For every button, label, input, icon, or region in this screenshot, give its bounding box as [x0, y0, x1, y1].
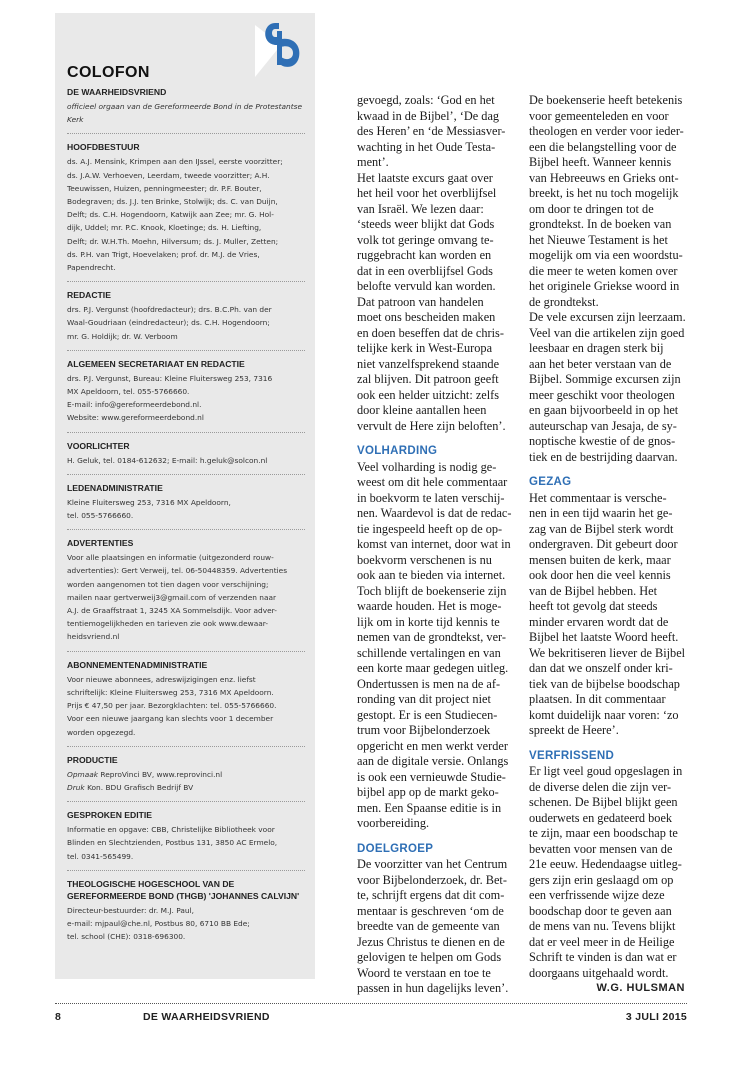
article-text-line: van de Bijbel hebben. Het — [529, 583, 658, 598]
article-text-line: gelovigen te helpen om Gods — [357, 950, 502, 964]
colofon-text-line: drs. P.J. Vergunst (hoofdredacteur); drs. B.C.Ph. van der — [67, 305, 272, 315]
colofon-credit-value: ReproVinci BV, www.reprovinci.nl — [100, 769, 223, 779]
colofon-section — [67, 529, 305, 646]
article-text-line: voorbereiding. — [357, 816, 430, 830]
article-text-line: het originele Griekse woord in — [529, 279, 680, 293]
article-text-line: breekt, is het nu toch mogelijk — [529, 186, 679, 200]
colofon-section-heading: GESPROKEN EDITIE — [67, 810, 152, 821]
article-text-line: Jezus Christus te dienen en de — [357, 934, 505, 949]
article-paragraph — [529, 93, 687, 310]
colofon-text-line: worden opgezegd. — [67, 727, 136, 737]
article-text-line: belofte vervuld kan worden. — [357, 279, 496, 293]
article-text-line: ook een helder uitzicht: zelfs — [357, 387, 500, 402]
article-paragraph — [357, 857, 515, 997]
article-text-line: weest om dit hele commentaar — [357, 475, 508, 489]
colofon-text-line: E-mail: info@gereformeerdebond.nl. — [67, 400, 202, 410]
article-text-line: mensen buiten de kerk, maar — [529, 552, 671, 567]
article-text-line: boodschap door te geven aan — [529, 903, 672, 918]
colofon-credit-label: Opmaak — [67, 769, 99, 779]
article-paragraph — [529, 491, 687, 739]
colofon-text-line: tel. school (CHE): 0318-696300. — [67, 932, 186, 942]
article-text-line: plaatsen. In dit commentaar — [529, 692, 666, 706]
article-text-line: Veel volharding is nodig ge- — [357, 459, 497, 474]
article-text-line: mogelijk om via een woordstu- — [529, 248, 683, 262]
colofon-section-heading: THEOLOGISCHE HOGESCHOOL VAN DE GEREFORMEERDE BOND (THGB) 'JOHANNES CALVIJN' — [67, 878, 300, 901]
footer-divider — [55, 1003, 687, 1004]
colofon-section — [67, 350, 305, 428]
colofon-credit-row — [67, 781, 305, 794]
article-text-line: nen. Waardevol is dat de redac- — [357, 506, 512, 520]
colofon-text-line: H. Geluk, tel. 0184-612632; E-mail: h.geluk@solcon.nl — [67, 455, 268, 465]
colofon-text-line: heidsvriend.nl — [67, 632, 120, 642]
colofon-section-text — [67, 372, 305, 425]
article-text-line: theologen en verder voor ieder- — [529, 124, 684, 138]
colofon-text-line: Bodegraven; ds. J.J. ten Brinke, Stolwijk; ds. C. van Duijn, — [67, 197, 278, 207]
article-text-line: bijbel app op de markt geko- — [357, 785, 499, 799]
article-text-line: tie ingespeeld heeft op de op- — [357, 521, 503, 536]
article-paragraph — [529, 310, 687, 465]
article-text-line: Toch blijft de boekenserie zijn — [357, 583, 507, 598]
section-heading: GEZAG — [529, 476, 572, 488]
colofon-section — [67, 651, 305, 742]
colofon-text-line: Kleine Fluitersweg 253, 7316 MX Apeldoorn, — [67, 497, 231, 507]
article-text-line: van Israël. We lezen daar: — [357, 201, 484, 216]
article-text-line: aan het beter verstaan van de — [529, 356, 672, 371]
article-text-line: Schrift te vinden is dan wat er — [529, 950, 677, 964]
colofon-text-line: Prijs € 47,50 per jaar. Bezorgklachten: tel. 055-5766660. — [67, 701, 277, 711]
colofon-text-line: Delft; ds. C.H. Hogendoorn, Katwijk aan Zee; mr. G. Hol- — [67, 210, 274, 220]
article-text-line: door kleine aantallen heen — [357, 403, 487, 417]
article-text-line: leesbaar en dragen sterk bij — [529, 341, 664, 355]
article-paragraph — [357, 460, 515, 832]
colofon-credit-row — [67, 768, 305, 781]
author-name: W.G. HULSMAN — [596, 982, 685, 994]
colofon-text-line: mr. G. Holdijk; dr. W. Verboom — [67, 331, 178, 341]
colofon-text-line: A.J. de Graaffstraat 1, 3245 XA Sommelsdijk. Voor adver- — [67, 606, 277, 616]
article-text-line: boekvorm verschenen is nu — [357, 552, 492, 567]
colofon-text-line: Voor nieuwe abonnees, adreswijzigingen enz. liefst — [67, 674, 256, 684]
article-text-line: ondergraven. Dit gebeurt door — [529, 537, 678, 551]
article-text-line: komst van internet, door wat in — [357, 537, 511, 551]
colofon-text-line: tentiemogelijkheden en tarieven zie ook www.dewaar- — [67, 619, 269, 629]
colofon-credit-value: Kon. BDU Grafisch Bedrijf BV — [87, 782, 194, 792]
article-text-line: en doen beseffen dat de chris- — [357, 325, 504, 340]
article-text-line: dat in een overblijfsel Gods — [357, 263, 493, 278]
article-text-line: breedte van de gemeente van — [357, 919, 500, 933]
article-text-line: men. Een Spaanse editie is in — [357, 800, 502, 815]
colofon-text-line: ds. J.A.W. Verhoeven, Leerdam, tweede voorzitter; A.H. — [67, 170, 270, 180]
article-text-line: Veel van die artikelen zijn goed — [529, 325, 685, 340]
colofon-text-line: Papendrecht. — [67, 263, 116, 273]
page-number: 8 — [55, 1011, 62, 1023]
colofon-section-text — [67, 768, 305, 794]
article-text-line: de grondtekst. — [529, 294, 599, 309]
colofon-credit-label: Druk — [67, 782, 85, 792]
colofon-text-line: tel. 0341-565499. — [67, 851, 134, 861]
colofon-text-line: Directeur-bestuurder: dr. M.J. Paul, — [67, 905, 194, 915]
article-text-line: ment’. — [357, 155, 389, 169]
colofon-section-text — [67, 904, 305, 944]
colofon-section-heading: VOORLICHTER — [67, 440, 130, 451]
colofon-section-heading: REDACTIE — [67, 290, 111, 301]
colofon-section-text — [67, 100, 305, 126]
article-text-line: ook aan te bieden via internet. — [357, 568, 506, 582]
article-paragraph — [529, 764, 687, 981]
colofon-text-line: Teeuwissen, Huizen, penningmeester; dr. P.F. Bouter, — [67, 183, 262, 193]
article-text-line: die meer te weten komen over — [529, 263, 678, 278]
colofon-text-line: e-mail: mjpaul@che.nl, Postbus 80, 6710 BB Ede; — [67, 918, 250, 928]
colofon-sidebar — [55, 13, 315, 979]
article-text-line: een verfrissende wijze deze — [529, 888, 665, 902]
article-text-line: telijke kerk in West-Europa — [357, 341, 493, 355]
colofon-text-line: mailen naar gertverweij3@gmail.com of verzenden naar — [67, 592, 277, 602]
colofon-text-line: officieel orgaan van de Gereformeerde Bond in de Protestantse — [67, 102, 303, 111]
article-text-line: spreekt de Heere’. — [529, 723, 619, 737]
colofon-text-line: MX Apeldoorn, tel. 055-5766660. — [67, 387, 190, 397]
article-text-line: wachting in het Oude Testa- — [357, 139, 496, 154]
colofon-text-line: advertenties): Gert Verweij, tel. 06-50448359. Advertenties — [67, 566, 288, 576]
article-text-line: kwaad in de Bijbel’, ‘De dag — [357, 108, 500, 123]
article-text-line: nemen van de grondtekst, ver- — [357, 630, 506, 644]
colofon-text-line: Kerk — [67, 115, 84, 125]
article-text-line: zal blijven. Dit patroon geeft — [357, 372, 499, 386]
colofon-text-line: dijk, Uddel; mr. P.C. Knook, Kloetinge; ds. H. Liefting, — [67, 223, 262, 233]
article-text-line: vervult de Here zijn beloften’. — [357, 418, 506, 433]
article-text-line: des Heren’ en ‘de Messiasver- — [357, 124, 506, 138]
article-text-line: lijk om in korte tijd kennis te — [357, 614, 500, 629]
colofon-body — [67, 86, 305, 946]
article-text-line: Dat patroon van handelen — [357, 294, 484, 309]
colofon-section — [67, 801, 305, 866]
article-text-line: gers zijn erin geslaagd om op — [529, 872, 674, 887]
colofon-section-heading: LEDENADMINISTRATIE — [67, 482, 163, 493]
article-text-line: Bijbel het laatste Woord heeft. — [529, 630, 679, 644]
footer-date: 3 JULI 2015 — [625, 1011, 687, 1023]
article-column-2 — [529, 93, 687, 997]
colofon-section-heading: ALGEMEEN SECRETARIAAT EN REDACTIE — [67, 358, 245, 369]
article-text-line: een korte maar gedegen uitleg. — [357, 661, 509, 675]
article-text-line: om door te dringen tot de — [529, 201, 654, 216]
article-text-line: Bijbel heeft. Wanneer kennis — [529, 155, 672, 169]
section-heading: VOLHARDING — [357, 445, 438, 457]
colofon-section-heading: ABONNEMENTENADMINISTRATIE — [67, 659, 208, 670]
article-text-line: auteurschap van Jesaja, de sy- — [529, 418, 677, 433]
colofon-section-heading: ADVERTENTIES — [67, 538, 134, 549]
article-text-line: voor gemeenteleden en voor — [529, 108, 669, 123]
article-text-line: Woord te verstaan en toe te — [357, 965, 491, 980]
article-text-line: schenen. De Bijbel blijkt geen — [529, 795, 678, 809]
article-text-line: tiek en de bestrijding daarvan. — [529, 449, 678, 464]
article-text-line: aan de digitale versie. Onlangs — [357, 754, 509, 768]
article-text-line: een die belangstelling voor de — [529, 139, 677, 154]
article-text-line: gevoegd, zoals: ‘God en het — [357, 93, 495, 107]
article-text-line: het heil voor het overblijfsel — [357, 186, 497, 200]
article-text-line: grondtekst. In de boeken van — [529, 217, 672, 231]
article-text-line: te zijn, maar een boodschap te — [529, 826, 678, 840]
section-heading: DOELGROEP — [357, 842, 434, 855]
colofon-section — [67, 86, 305, 129]
section-heading: VERFRISSEND — [529, 749, 615, 762]
colofon-section-text — [67, 673, 305, 739]
article-text-line: bevatten voor mensen van de — [529, 841, 673, 856]
colofon-section-heading: DE WAARHEIDSVRIEND — [67, 87, 167, 97]
colofon-title: COLOFON — [67, 64, 150, 81]
article-text-line: Het commentaar is versche- — [529, 490, 667, 505]
article-text-line: heeft tot gevolg dat steeds — [529, 599, 658, 613]
article-text-line: nen in een tijd waarin het ge- — [529, 506, 673, 520]
article-text-line: gestopt. Er is een Studiecen- — [357, 707, 498, 722]
article-text-line: is ook een vernieuwde Studie- — [357, 769, 506, 784]
article-text-line: de mens van nu. Tevens blijkt — [529, 919, 676, 933]
colofon-text-line: tel. 055-5766660. — [67, 511, 134, 521]
article-text-line: en gaan bijvoorbeeld in op het — [529, 403, 679, 417]
footer-magazine-name: DE WAARHEIDSVRIEND — [143, 1011, 270, 1023]
article-text-line: de diverse delen die zijn ver- — [529, 779, 672, 794]
article-text-line: ronding van dit project niet — [357, 692, 491, 706]
article-text-line: 21e eeuw. Hedendaagse uitleg- — [529, 857, 682, 871]
colofon-text-line: schriftelijk: Kleine Fluitersweg 253, 7316 MX Apeldoorn. — [67, 687, 274, 697]
colofon-text-line: Voor een nieuwe jaargang kan slechts voor 1 december — [67, 714, 274, 724]
article-paragraph — [357, 171, 515, 435]
article-text-line: minder ervaren wordt dat de — [529, 614, 669, 629]
colofon-section-text — [67, 496, 305, 522]
article-text-line: Het laatste excurs gaat over — [357, 170, 493, 185]
article-text-line: van Hebreeuws en Grieks ont- — [529, 170, 679, 185]
article-text-line: Bijbel. Sommige excursen zijn — [529, 372, 681, 386]
colofon-text-line: Delft; dr. W.H.Th. Moehn, Hilversum; ds. J. Muller, Zetten; — [67, 236, 279, 246]
article-text-line: tiek van de bijbelse boodschap — [529, 676, 680, 691]
colofon-section — [67, 281, 305, 346]
article-text-line: mentaar is geschreven ‘om de — [357, 903, 504, 918]
colofon-text-line: ds. P.H. van Trigt, Hoevelaken; prof. dr. M.J. de Vries, — [67, 249, 260, 259]
article-text-line: te, schrijft ergens dat dit com- — [357, 888, 505, 902]
colofon-text-line: Informatie en opgave: CBB, Christelijke Bibliotheek voor — [67, 825, 275, 835]
article-text-line: dat er veel meer in de Heilige — [529, 934, 675, 949]
colofon-text-line: drs. P.J. Vergunst, Bureau: Kleine Fluitersweg 253, 7316 — [67, 373, 273, 383]
colofon-text-line: Waal-Goudriaan (eindredacteur); ds. C.H. Hogendoorn; — [67, 318, 270, 328]
colofon-section — [67, 474, 305, 525]
colofon-section-text — [67, 454, 305, 467]
article-text-line: We bekritiseren liever de Bijbel — [529, 645, 686, 660]
colofon-section — [67, 432, 305, 470]
colofon-section-text — [67, 155, 305, 274]
article-text-line: voor Bijbelonderzoek, dr. Bet- — [357, 872, 507, 887]
article-text-line: moet ons bescheiden maken — [357, 310, 496, 324]
colofon-section — [67, 746, 305, 797]
article-text-line: meer geschikt voor theologen — [529, 387, 675, 402]
article-text-line: De vele excursen zijn leerzaam. — [529, 310, 686, 324]
colofon-section-text — [67, 303, 305, 343]
article-text-line: zag van de Bijbel sterk wordt — [529, 521, 674, 536]
article-text-line: ruggebracht kan worden en — [357, 248, 492, 262]
article-text-line: passen in hun dagelijks leven’. — [357, 981, 509, 995]
gereformeerde-bond-logo-icon — [255, 17, 307, 97]
article-text-line: het Nieuwe Testament is het — [529, 232, 668, 247]
article-text-line: De boekenserie heeft betekenis — [529, 93, 683, 107]
article-text-line: in boekvorm te laten verschij- — [357, 490, 505, 505]
colofon-section-heading: HOOFDBESTUUR — [67, 142, 140, 153]
article-text-line: trum voor Bijbelonderzoek — [357, 723, 491, 737]
article-text-line: ouderwets en gedateerd boek — [529, 810, 673, 825]
article-text-line: waarde houden. Het is moge- — [357, 599, 502, 613]
article-text-line: noptische kwestie of de gnos- — [529, 434, 676, 448]
colofon-section — [67, 133, 305, 277]
colofon-section — [67, 870, 305, 947]
colofon-section-heading: PRODUCTIE — [67, 754, 118, 765]
colofon-text-line: Blinden en Slechtzienden, Postbus 131, 3850 AC Ermelo, — [67, 838, 278, 848]
article-text-line: schillende vertalingen en van — [357, 645, 501, 660]
article-text-line: komt duidelijk naar voren: ‘zo — [529, 707, 679, 722]
article-text-line: opgericht en men werkt verder — [357, 738, 508, 753]
article-text-line: ‘steeds weer blijkt dat Gods — [357, 217, 495, 231]
colofon-text-line: Website: www.gereformeerdebond.nl — [67, 413, 204, 423]
article-paragraph — [357, 93, 515, 171]
article-text-line: De voorzitter van het Centrum — [357, 857, 508, 871]
article-text-line: Ondertussen is men na de af- — [357, 676, 501, 691]
article-text-line: dan dat we onszelf onder kri- — [529, 661, 673, 675]
article-column-1 — [357, 93, 515, 997]
article-text-line: Er ligt veel goud opgeslagen in — [529, 764, 683, 778]
article-text-line: volk tot geringe omvang te- — [357, 232, 494, 247]
colofon-text-line: ds. A.J. Mensink, Krimpen aan den IJssel, eerste voorzitter; — [67, 157, 283, 167]
colofon-section-text — [67, 551, 305, 643]
colofon-section-text — [67, 823, 305, 863]
article-text-line: niet vanzelfsprekend staande — [357, 356, 500, 371]
colofon-text-line: worden aangenomen tot tien dagen voor verschijning; — [67, 579, 269, 589]
colofon-text-line: Voor alle plaatsingen en informatie (uitgezonderd rouw- — [67, 553, 274, 563]
article-text-line: doorgaans uitgehaald wordt. — [529, 965, 669, 980]
article-text-line: ook door hen die veel kennis — [529, 568, 671, 582]
